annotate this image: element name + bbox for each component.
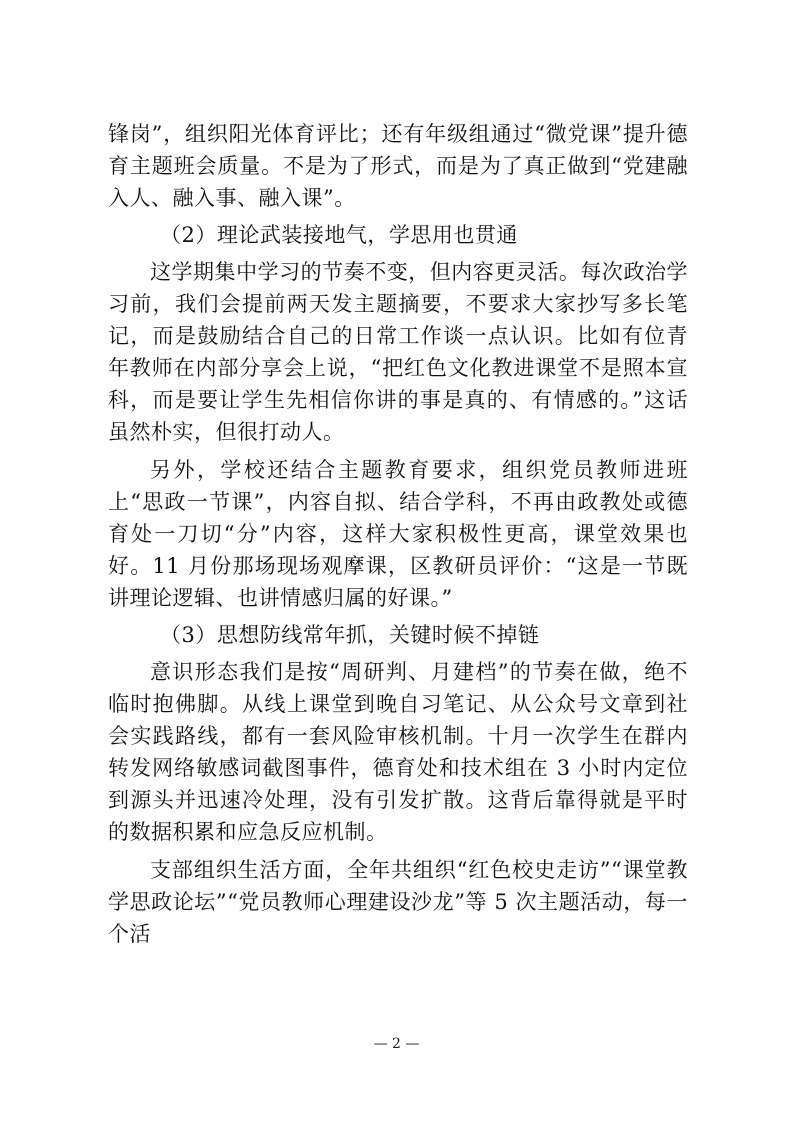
section-heading-3: （3）思想防线常年抓，关键时候不掉链 bbox=[160, 623, 540, 647]
section-heading-2: （2）理论武装接地气，学思用也贯通 bbox=[160, 223, 518, 247]
page-number: — 2 — bbox=[373, 1036, 420, 1052]
paragraph-activities: 支部组织生活方面，全年共组织“红色校史走访”“课堂教学思政论坛”“党员教师心理建设沙龙”等 5 次主题活动，每一个活 bbox=[108, 858, 688, 946]
paragraph-ideology: 意识形态我们是按“周研判、月建档”的节奏在做，绝不临时抱佛脚。从线上课堂到晚自习笔记、从公众号文章到社会实践路线，都有一套风险审核机制。十月一次学生在群内转发网络敏感词截图事件，德育处和技术组在 3 小时内定位到源头并迅速冷处理，没有引发扩散。这背后靠得就是平时的数据积累和应急反应机制。 bbox=[108, 660, 688, 844]
document-body bbox=[108, 118, 688, 950]
paragraph-study: 这学期集中学习的节奏不变，但内容更灵活。每次政治学习前，我们会提前两天发主题摘要，不要求大家抄写多长笔记，而是鼓励结合自己的日常工作谈一点认识。比如有位青年教师在内部分享会上说，“把红色文化教进课堂不是照本宣科，而是要让学生先相信你讲的事是真的、有情感的。”这话虽然朴实，但很打动人。 bbox=[108, 260, 688, 444]
paragraph-continued: 锋岗”，组织阳光体育评比；还有年级组通过“微党课”提升德育主题班会质量。不是为了形式，而是为了真正做到“党建融入人、融入事、融入课”。 bbox=[108, 122, 688, 210]
paragraph-lesson: 另外，学校还结合主题教育要求，组织党员教师进班上“思政一节课”，内容自拟、结合学科，不再由政教处或德育处一刀切“分”内容，这样大家积极性更高，课堂效果也好。11 月份那场现场观摩课，区教研员评价：“这是一节既讲理论逻辑、也讲情感归属的好课。” bbox=[108, 458, 688, 610]
